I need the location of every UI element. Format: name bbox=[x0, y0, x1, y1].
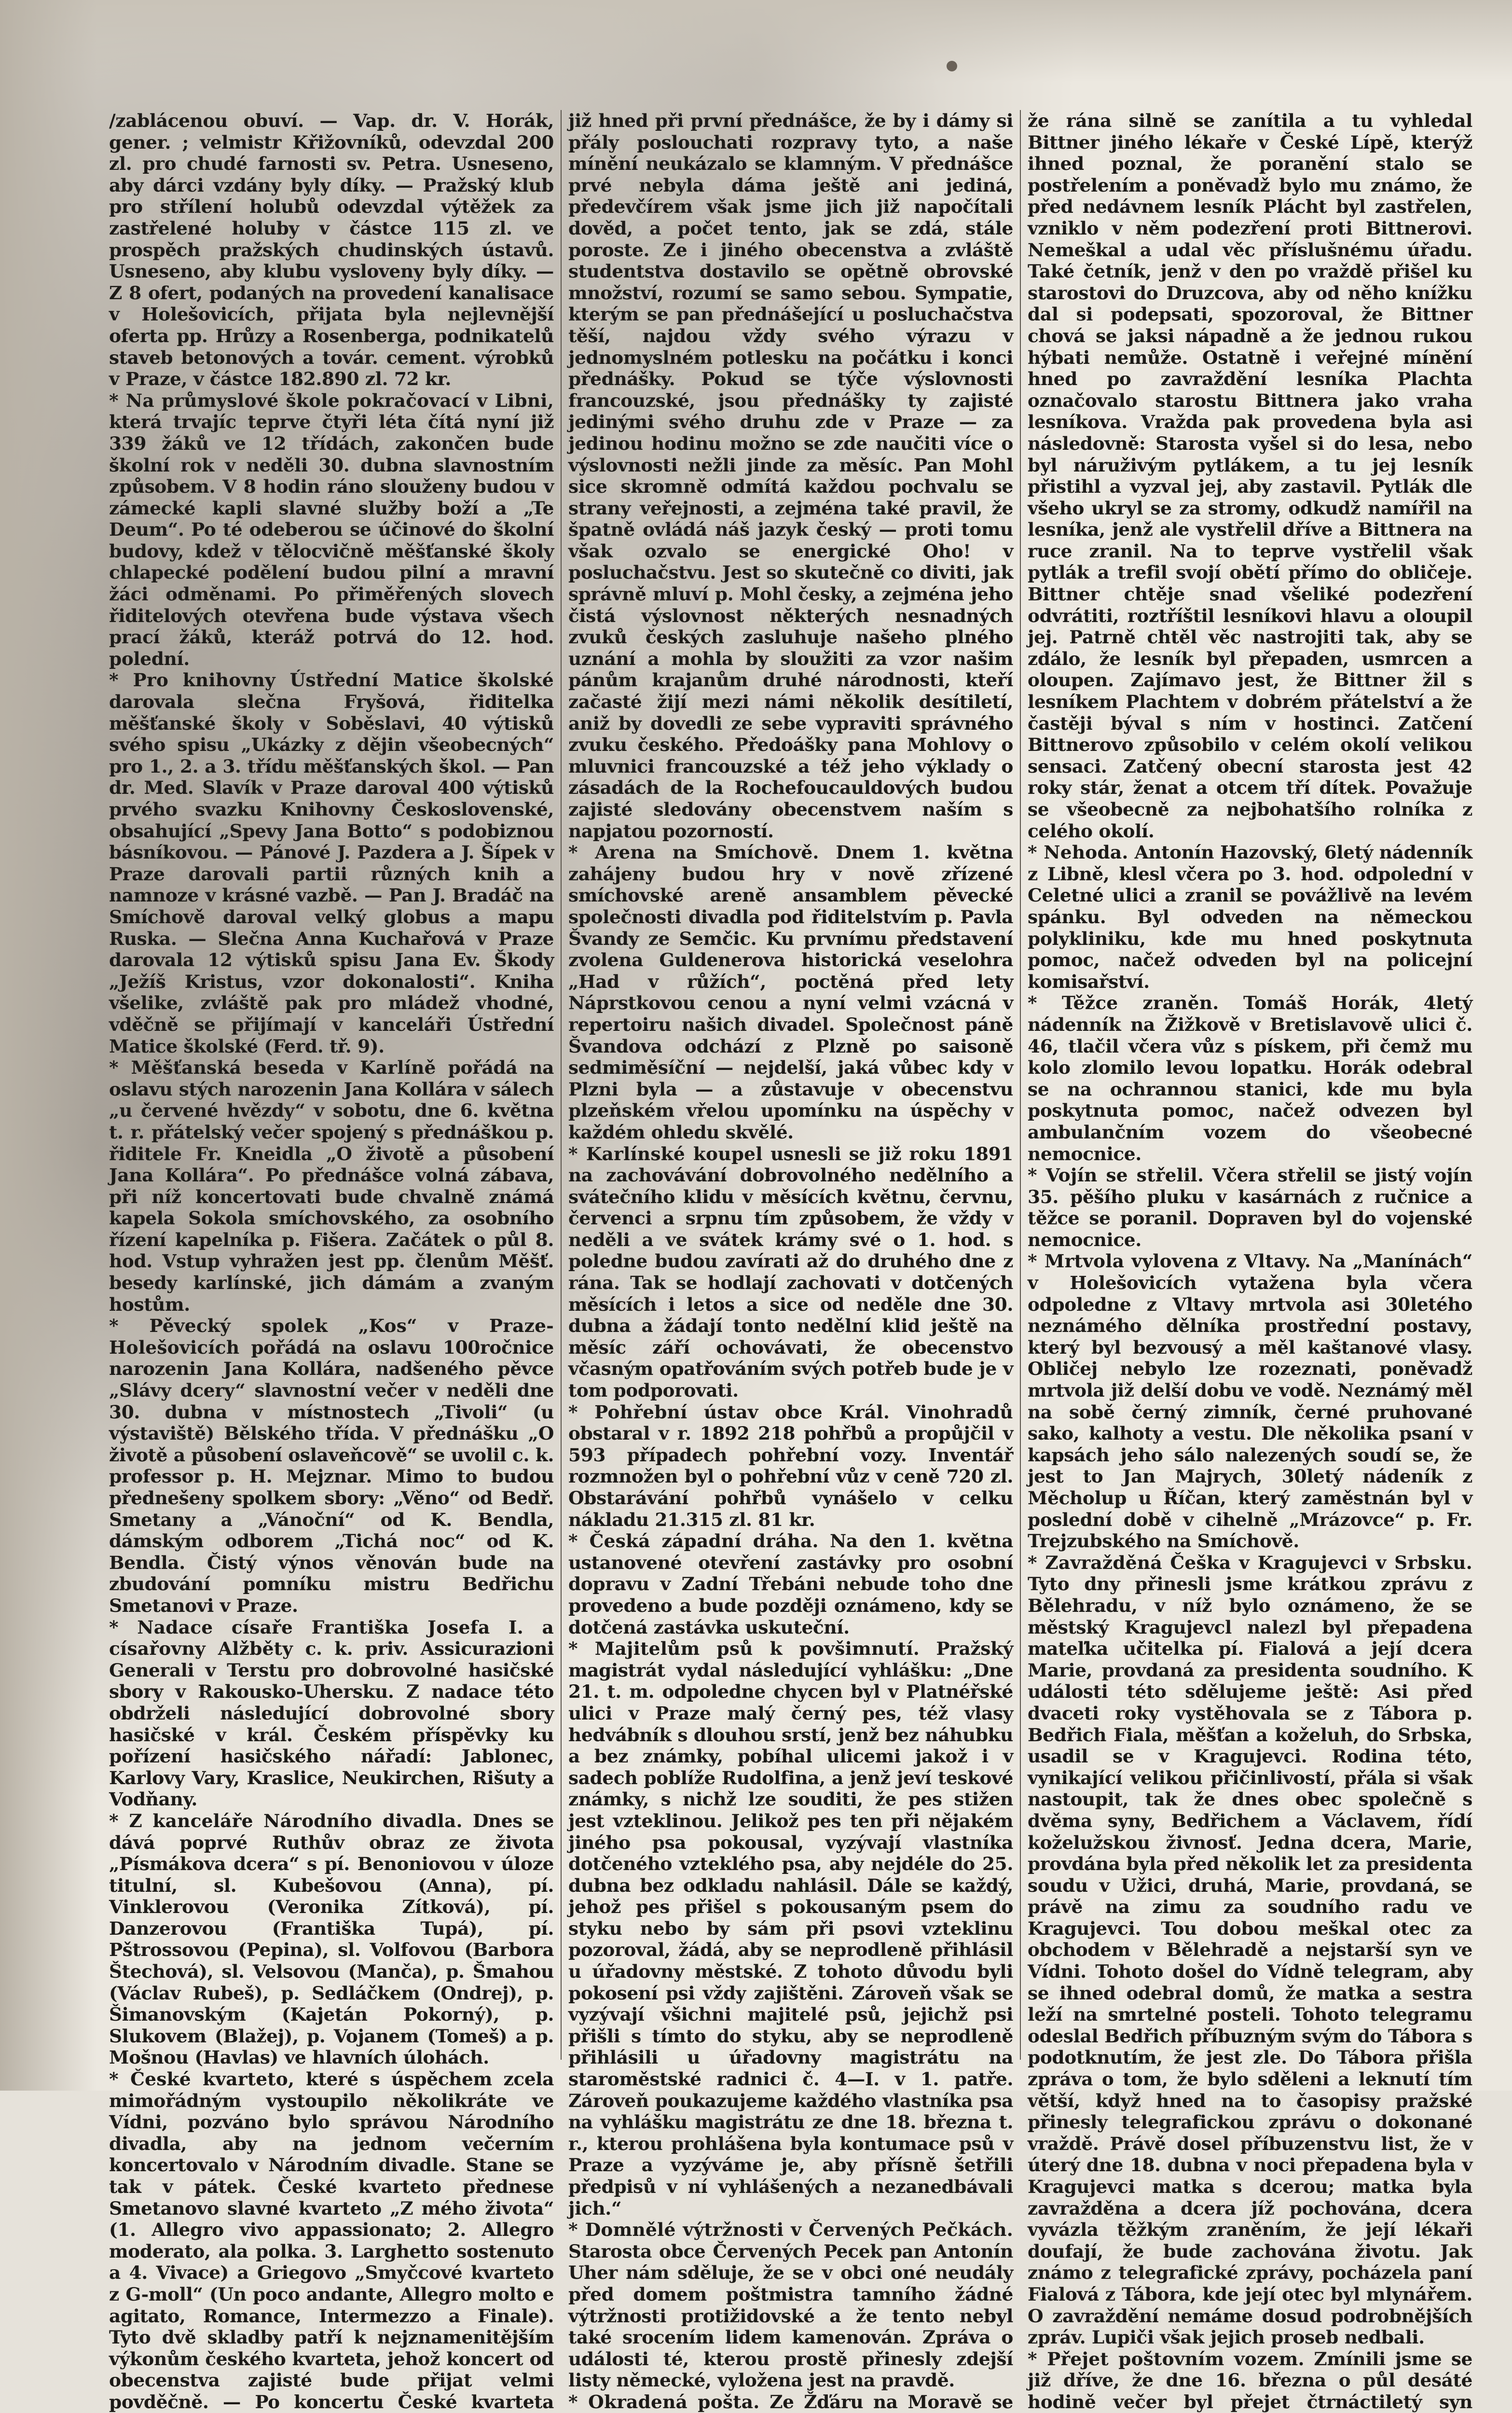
text-columns bbox=[102, 110, 1487, 2413]
news-item-headline: * Pro knihovny Ústřední Matice školské bbox=[109, 669, 554, 691]
column-2 bbox=[562, 110, 1020, 2413]
news-item-body: obstaral v r. 1892 218 pohřbů a propůjčil v 593 případech pohřební vozy. Inventář rozmnožen byl o pohřební vůz v ceně 720 zl. Obstarávání pohřbů vynášelo v celku nákladu 21.315 zl. 81 kr. bbox=[568, 1423, 1013, 1530]
news-item-headline: * Nadace císaře Františka Josefa I. a císařovny Alžběty bbox=[109, 1616, 554, 1660]
news-item-headline: * Vojín se střelil. bbox=[1028, 1165, 1204, 1186]
news-item-headline: * Domnělé výtržnosti v Červených Pečkách. bbox=[568, 2219, 1013, 2241]
news-item-headline: * Na průmyslové škole pokračovací v Libni, bbox=[109, 389, 554, 411]
news-item bbox=[568, 1530, 1013, 1638]
news-item-headline: * Těžce zraněn. bbox=[1028, 992, 1219, 1014]
news-item-body: Starosta obce Červených Pecek pan Antonín Uher nám sděluje, že se v obci oné neudály před domem poštmistra tamního žádné výtržnosti protižidovské a že tento nebyl také srocením lidem kamenován. Zpráva o události té, kterou prostě přinesly zdejší listy německé, vyložena jest na pravdě. bbox=[568, 2240, 1013, 2391]
continued-text bbox=[568, 110, 1013, 842]
news-item-body: Tyto dny přinesli jsme krátkou zprávu z Bělehradu, v níž bylo oznámeno, že se městský Kragujevcl nalezl byl přepadena mateľka učitelka pí. Fialová a její dcera Marie, provdaná za presidenta soudního. K události této sdělujeme ještě: Asi před dvaceti roky vystěhovala se z Tábora p. Bedřich Fiala, měšťan a koželuh, do Srbska, usadil se v Kragujevci. Rodina této, vynikající velikou přičinlivostí, přála si však nastoupit, tak že dnes obec společně s dvěma syny, Bedřichem a Václavem, řídí koželužskou živnosť. Jedna dcera, Marie, provdána byla před několik let za presidenta soudu v Užici, druhá, Marie, provdaná, se právě na zimu za soudního radu ve Kragujevci. Tou dobou meškal otec za obchodem v Bělehradě a nejstarší syn ve Vídni. Tohoto došel do Vídně telegram, aby se ihned odebral domů, že matka a sestra leží na smrtelné posteli. Tohoto telegramu odeslal Bedřich příbuzným svým do Tábora s podotknutím, že jest zle. Do Tábora přišla zpráva o tom, že bylo sděleni a leknutí tím větší, když hned na to časopisy pražské přinesly telegrafickou zprávu o dokonané vraždě. Právě dosel příbuzenstvu list, že v úterý dne 18. dubna v noci přepadena byla v Kragujevci matka s dcerou; matka byla zavražděna a dcera jíž pochována, dcera vyvázla těžkým zraněním, že její lékaři doufají, že bude zachována životu. Jak známo z telegrafické zprávy, pocházela paní Fialová z Tábora, kde její otec byl mlynářem. O zavraždění nemáme dosud podrobnějších zpráv. Lupiči však jejich proseb nedbali. bbox=[1028, 1573, 1472, 2348]
news-item bbox=[568, 2219, 1013, 2391]
news-item-body: Na den 1. května ustanovené otevření zastávky pro osobní dopravu v Zadní Třebáni nebude toho dne provedeno a bude později oznámeno, kdy se dotčená zastávka uskuteční. bbox=[568, 1530, 1014, 1638]
news-item-headline: * Z kanceláře Národního divadla. bbox=[109, 1810, 463, 1831]
news-item bbox=[109, 1057, 554, 1315]
news-item bbox=[109, 1315, 554, 1616]
news-item-body: darovala slečna Fryšová, řiditelka měšťanské školy v Soběslavi, 40 výtisků svého spisu „Ukázky z dějin všeobecných“ pro 1., 2. a 3. třídu měšťanských škol. — Pan dr. Med. Slavík v Praze daroval 400 výtisků prvého svazku Knihovny Československé, obsahující „Spevy Jana Botto“ s podobiznou básníkovou. — Pánové J. Pazdera a J. Šípek v Praze darovali partii různých knih a namnoze v krásné vazbě. — Pan J. Bradáč na Smíchově daroval velký globus a mapu Ruska. — Slečna Anna Kuchařová v Praze darovala 12 výtisků spisu Jana Ev. Škody „Ježíš Kristus, vzor dokonalosti“. Kniha všelike, zvláště pak pro mládež vhodné, vděčně se přijímají v kanceláři Ústřední Matice školské (Ferd. tř. 9). bbox=[109, 691, 554, 1057]
news-item-headline: * Pěvecký spolek „Kos“ v Praze-Holešovicích bbox=[109, 1315, 554, 1358]
news-item-headline: * Přejet poštovním vozem. bbox=[1028, 2348, 1305, 2370]
news-item-headline: * České kvarteto, bbox=[109, 2068, 295, 2090]
continued-text bbox=[109, 110, 554, 390]
news-item bbox=[568, 1143, 1013, 1401]
punch-hole bbox=[947, 61, 957, 71]
news-item bbox=[109, 669, 554, 1057]
news-item-body: c. k. priv. Assicurazioni Generali v Terstu pro dobrovolné hasičské sbory v Rakousko-Uhersku. Z nadace této obdrželi následující dobrovolné sbory hasičské v král. Českém příspěvky ku pořízení hasičského nářadí: Jablonec, Karlovy Vary, Kraslice, Neukirchen, Rišuty a Vodňany. bbox=[109, 1638, 554, 1810]
news-item-body: Ze Žďáru na Moravě se bbox=[770, 2391, 1013, 2413]
news-item-body: která trvajíc teprve čtyři léta čítá nyní již 339 žáků ve 12 třídách, zakončen bude školní rok v neděli 30. dubna slavnostním způsobem. V 8 hodin ráno slouženy budou v zámecké kapli slavné služby boží a „Te Deum“. Po té odeberou se účinové do školní budovy, kdež v tělocvičně měšťanské školy chlapecké podělení budou pilní a mravní žáci odměnami. Po přiměřených slovech řiditelových otevřena bude výstava všech prací žáků, kteráž potrvá do 12. hod. polední. bbox=[109, 411, 554, 669]
news-item-headline: * Majitelům psů k povšimnutí. bbox=[568, 1638, 920, 1660]
column-3 bbox=[1021, 110, 1479, 2413]
news-item-headline: * Okradená pošta. bbox=[568, 2391, 760, 2413]
news-item-body: Včera střelil se jistý vojín 35. pěšího pluku v kasárnách z ručnice a těžce se poranil. Dopraven byl do vojenské nemocnice. bbox=[1028, 1165, 1473, 1250]
scan-shadow-top bbox=[0, 0, 1512, 82]
news-item bbox=[109, 2068, 554, 2413]
news-item-body: že rána silně se zanítila a tu vyhledal Bittner jiného lékaře v České Lípě, kterýž ihned poznal, že poranění stalo se postřelením a poněvadž bylo mu známo, že před nedávnem lesník Plácht byl zastřelen, vzniklo v něm podezření proti Bittnerovi. Nemeškal a udal věc příslušnému úřadu. Také četník, jenž v den po vraždě přišel ku starostovi do Druzcova, aby od něho knížku dal si podepsati, spozoroval, že Bittner chová se jaksi nápadně a že jednou rukou hýbati nemůže. Ostatně i veřejné mínění hned po zavraždění lesníka Plachta označovalo starostu Bittnera jako vraha lesníkova. Vražda pak provedena byla asi následovně: Starosta vyšel si do lesa, nebo byl náruživým pytlákem, a tu jej lesník přistihl a vyzval jej, aby zastavil. Pytlák dle všeho ukryl se za stromy, odkudž namířil na lesníka, jenž ale vystřelil dříve a Bittnera na ruce zranil. Na to teprve vystřelil však pytlák a trefil svojí obětí přímo do obličeje. Bittner chtěje snad všeliké podezření odvrátiti, roztříštil lesníkovi hlavu a oloupil jej. Patrně chtěl věc nastrojiti tak, aby se zdálo, že lesník byl přepaden, usmrcen a oloupen. Zajímavo jest, že Bittner žil s lesníkem Plachtem v dobrém přátelství a že častěji býval s ním v hostinci. Zatčení Bittnerovo způsobilo v celém okolí velikou sensaci. Zatčený obecní starosta jest 42 roky stár, ženat a otcem tří dítek. Považuje se všeobecně za nejbohatšího rolníka z celého okolí. bbox=[1028, 110, 1472, 842]
news-item-body: Tomáš Horák, 4letý nádenník na Žižkově v Bretislavově ulici č. 46, tlačil včera vůz s pískem, při čemž mu kolo zlomilo levou lopatku. Horák odebral se na ochrannou stanici, kde mu byla poskytnuta pomoc, načež odvezen byl ambulančním vozem do všeobecné nemocnice. bbox=[1028, 992, 1472, 1165]
continued-text bbox=[1028, 110, 1472, 842]
news-item-body: již hned při první přednášce, že by i dámy si přály poslouchati rozpravy tyto, a naše mínění neukázalo se klamným. V přednášce prvé nebyla dáma ještě ani jediná, předevčírem však jsme jich již napočítali dověd, a počet tento, jak se zdá, stále poroste. Ze i jiného obecenstva a zvláště studentstva dostavilo se opětně obrovské množství, rozumí se samo sebou. Sympatie, kterým se pan přednášející u posluchačstva těší, najdou vždy svého výrazu v jednomyslném potlesku na počátku i konci přednášky. Pokud se týče výslovnosti francouzské, jsou přednášky ty zajisté jedinými svého druhu zde v Praze — za jedinou hodinu možno se zde naučiti více o výslovnosti nežli jinde za měsíc. Pan Mohl sice skromně odmítá každou pochvalu se strany veřejnosti, a zejména také pravil, že špatně ovládá náš jazyk český — proti tomu však ozvalo se energické Oho! v posluchačstvu. Jest so skutečně co diviti, jak správně mluví p. Mohl česky, a zejména jeho čistá výslovnost některých nesnadných zvuků českých zasluhuje našeho plného uznání a mohla by sloužiti za vzor našim pánům krajanům druhé národnosti, kteří začasté žijí mezi námi několik desítiletí, aniž by dovedli ze sebe vypraviti správného zvuku českého. Předoášky pana Mohlovy o mluvnici francouzské a též jeho výklady o zásadách de la Rochefoucauldových budou zajisté sledovány obecenstvem naším s napjatou pozorností. bbox=[568, 110, 1013, 842]
news-item-headline: * Nehoda. bbox=[1028, 842, 1128, 863]
news-item-body: Dnes se dává poprvé Ruthův obraz ze života „Písmákova dcera“ s pí. Benoniovou v úloze titulní, sl. Kubešovou (Anna), pí. Vinklerovou (Veronika Zítková), pí. Danzerovou (Františka Tupá), pí. Pštrossovou (Pepina), sl. Volfovou (Barbora Štechová), sl. Velsovou (Manča), p. Šmahou (Václav Rubeš), p. Sedláčkem (Ondrej), p. Šimanovským (Kajetán Pokorný), p. Slukovem (Blažej), p. Vojanem (Tomeš) a p. Mošnou (Havlas) ve hlavních úlohách. bbox=[109, 1810, 554, 2068]
news-item bbox=[109, 1810, 554, 2068]
news-item bbox=[1028, 842, 1472, 992]
news-item bbox=[1028, 1552, 1472, 2348]
news-item-body: usnesli se již roku 1891 na zachovávání dobrovolného nedělního a svátečního klidu v měsících květnu, červnu, červenci a srpnu tím způsobem, že vždy v neděli a ve svátek krámy své o 1. hod. s poledne budou zavírati až do druhého dne z rána. Tak se hodlají zachovati v dotčených měsících i letos a sice od neděle dne 30. dubna a žádají tonto nedělní klid ještě na měsíc září ochovávati, že obecenstvo včasným opatřováním svých potřeb bude je v tom podporovati. bbox=[568, 1143, 1013, 1401]
news-item-headline: * Zavražděná Češka v Kragujevci v Srbsku. bbox=[1028, 1552, 1472, 1573]
news-item-body: /zablácenou obuví. — Vap. dr. V. Horák, gener. ; velmistr Křižovníků, odevzdal 200 zl. pro chudé farnosti sv. Petra. Usneseno, aby dárci vzdány byly díky. — Pražský klub pro střílení holubů odevzdal výtěžek za zastřelené holuby v částce 115 zl. ve prospěch pražských chudinských ústavů. Usneseno, aby klubu vysloveny byly díky. — Z 8 ofert, podaných na provedení kanalisace v Holešovicích, přijata byla nejlevnější oferta pp. Hrůzy a Rosenberga, podnikatelů staveb betonových a továr. cement. výrobků v Praze, v částce 182.890 zl. 72 kr. bbox=[109, 110, 554, 390]
news-item bbox=[568, 2391, 1013, 2413]
news-item-body: Dnem 1. května zahájeny budou hry v nově zřízené smíchovské areně ansamblem pěvecké společnosti divadla pod řiditelstvím p. Pavla Švandy ze Semčic. Ku prvnímu představení zvolena Guldenerova historická veselohra „Had v růžích“, poctěná před lety Náprstkovou cenou a nyní velmi vzácná v repertoiru našich divadel. Společnost páně Švandova odchází z Plzně po saisoně sedmiměsíční — nejdelší, jaká vůbec kdy v Plzni byla — a zůstavuje v obecenstvu plzeňském vřelou upomínku na úspěchy v každém ohledu skvělé. bbox=[568, 842, 1014, 1143]
news-item-body: pořádá na oslavu stých narozenin Jana Kollára v sálech „u červené hvězdy“ v sobotu, dne 6. května t. r. přátelský večer spojený s přednáškou p. řiditele Fr. Kneidla „O životě a působení Jana Kollára“. Po přednášce volná zábava, při níž koncertovati bude chvalně známá kapela Sokola smíchovského, za osobního řízení kapelníka p. Fišera. Začátek o půl 8. hod. Vstup vyhražen jest pp. členům Měšť. besedy karlínské, jich dámám a zvaným hostům. bbox=[109, 1057, 554, 1315]
news-item bbox=[1028, 2348, 1472, 2413]
news-item bbox=[109, 390, 554, 670]
column-1 bbox=[102, 110, 561, 2413]
news-item-headline: * Mrtvola vylovena z Vltavy. bbox=[1028, 1250, 1311, 1272]
news-item-headline: * Arena na Smíchově. bbox=[568, 842, 819, 863]
news-item bbox=[1028, 1250, 1472, 1552]
news-item bbox=[568, 1401, 1013, 1531]
news-item-body: Zmínili jsme se již dříve, že dne 16. března o půl desáté hodině večer byl přejet čtrnáctiletý syn bbox=[1028, 2348, 1473, 2413]
news-item-headline: * Karlínské koupel bbox=[568, 1143, 763, 1165]
news-item bbox=[1028, 992, 1472, 1165]
news-item bbox=[109, 1617, 554, 1810]
news-item bbox=[568, 842, 1013, 1143]
news-item bbox=[1028, 1165, 1472, 1250]
news-item-body: pořádá na oslavu 100ročnice narozenin Jana Kollára, nadšeného pěvce „Slávy dcery“ slavnostní večer v neděli dne 30. dubna v místnostech „Tivoli“ (u výstaviště) Bělského třída. V přednášku „O životě a působení oslaveňcově“ se uvolil c. k. professor p. H. Mejznar. Mimo to budou přednešeny spolkem sbory: „Věno“ od Bedř. Smetany a „Vánoční“ od K. Bendla, dámským odborem „Tichá noc“ od K. Bendla. Čistý výnos věnován bude na zbudování pomníku mistru Bedřichu Smetanovi v Praze. bbox=[109, 1336, 554, 1616]
news-item bbox=[568, 1638, 1013, 2219]
news-item-headline: * Měšťanská beseda v Karlíně bbox=[109, 1057, 436, 1079]
news-item-body: které s úspěchem zcela mimořádným vystoupilo několikráte ve Vídni, pozváno bylo správou Národního divadla, aby na jednom večerním koncertovalo v Národním divadle. Stane se tak v pátek. České kvarteto přednese Smetanovo slavné kvarteto „Z mého života“ (1. Allegro vivo appassionato; 2. Allegro moderato, ala polka. 3. Larghetto sostenuto a 4. Vivace) a Griegovo „Smyčcové kvarteto z G-moll“ (Un poco andante, Allegro molto e agitato, Romance, Intermezzo a Finale). Tyto dvě skladby patří k nejznamenitějším výkonům českého kvarteta, jehož koncert od obecenstva zajisté bude přijat velmi povděčně. — Po koncertu České kvarteta bbox=[109, 2068, 554, 2413]
news-item-body: Antonín Hazovský, 6letý nádenník z Libně, klesl včera po 3. hod. odpolední v Celetné ulici a zranil se povážlivě na levém spánku. Byl odveden na německou polykliniku, kde mu hned poskytnuta pomoc, načež odveden byl na policejní komisařství. bbox=[1028, 842, 1472, 992]
scan-shadow-left bbox=[0, 0, 96, 2091]
news-item-body: Na „Manínách“ v Holešovicích vytažena byla včera odpoledne z Vltavy mrtvola asi 30letého neznámého dělníka prostřední postavy, který byl bezvousý a měl kaštanové vlasy. Obličej nebylo lze rozeznati, poněvadž mrtvola již delší dobu ve vodě. Neznámý měl na sobě černý zimník, černé pruhované sako, kalhoty a vestu. Dle několika psaní v kapsách jeho sálo nalezených soudí se, že jest to Jan Majrych, 30letý nádeník z Měcholup u Říčan, který zaměstnán byl v poslední době v cihelně „Mrázovce“ p. Fr. Trejzubského na Smíchově. bbox=[1028, 1250, 1472, 1552]
news-item-headline: * Česká západní dráha. bbox=[568, 1530, 819, 1552]
news-item-body: Pražský magistrát vydal následující vyhlášku: „Dne 21. t. m. odpoledne chycen byl v Platnéřské ulici v Praze malý černý pes, též vlasy hedvábník s dlouhou srstí, jenž bez náhubku a bez známky, pobíhal ulicemi jakož i v sadech poblíže Rudolfina, a jenž jeví teskové známky, s nichž lze souditi, že pes stižen jest vzteklinou. Jelikož pes ten při nějakém jiného psa pokousal, vyzývají vlastníka dotčeného vzteklého psa, aby nejdéle do 25. dubna bez odkladu nahlásil. Dále se každý, jehož pes přišel s pokousaným psem do styku nebo by sám při psovi vzteklinu pozoroval, žádá, aby se neprodleně přihlásil u úřadovny městské. Z tohoto důvodu byli pokosení psi vždy zajištěni. Zároveň však se vyzývají všichni majitelé psů, jejichž psi přišli s tímto do styku, aby se neprodleně přihlásili u úřadovny magistrátu na staroměstské radnici č. 4—I. v 1. patře. Zároveň poukazujeme každého vlastníka psa na vyhlášku magistrátu ze dne 18. března t. r., kterou prohlášena byla kontumace psů v Praze a vyzýváme je, aby přísně šetřili předpisů v ní vyhlášených a nezanedbávali jich.“ bbox=[568, 1638, 1013, 2219]
news-item-headline: * Pohřební ústav obce Král. Vinohradů bbox=[568, 1401, 1013, 1423]
